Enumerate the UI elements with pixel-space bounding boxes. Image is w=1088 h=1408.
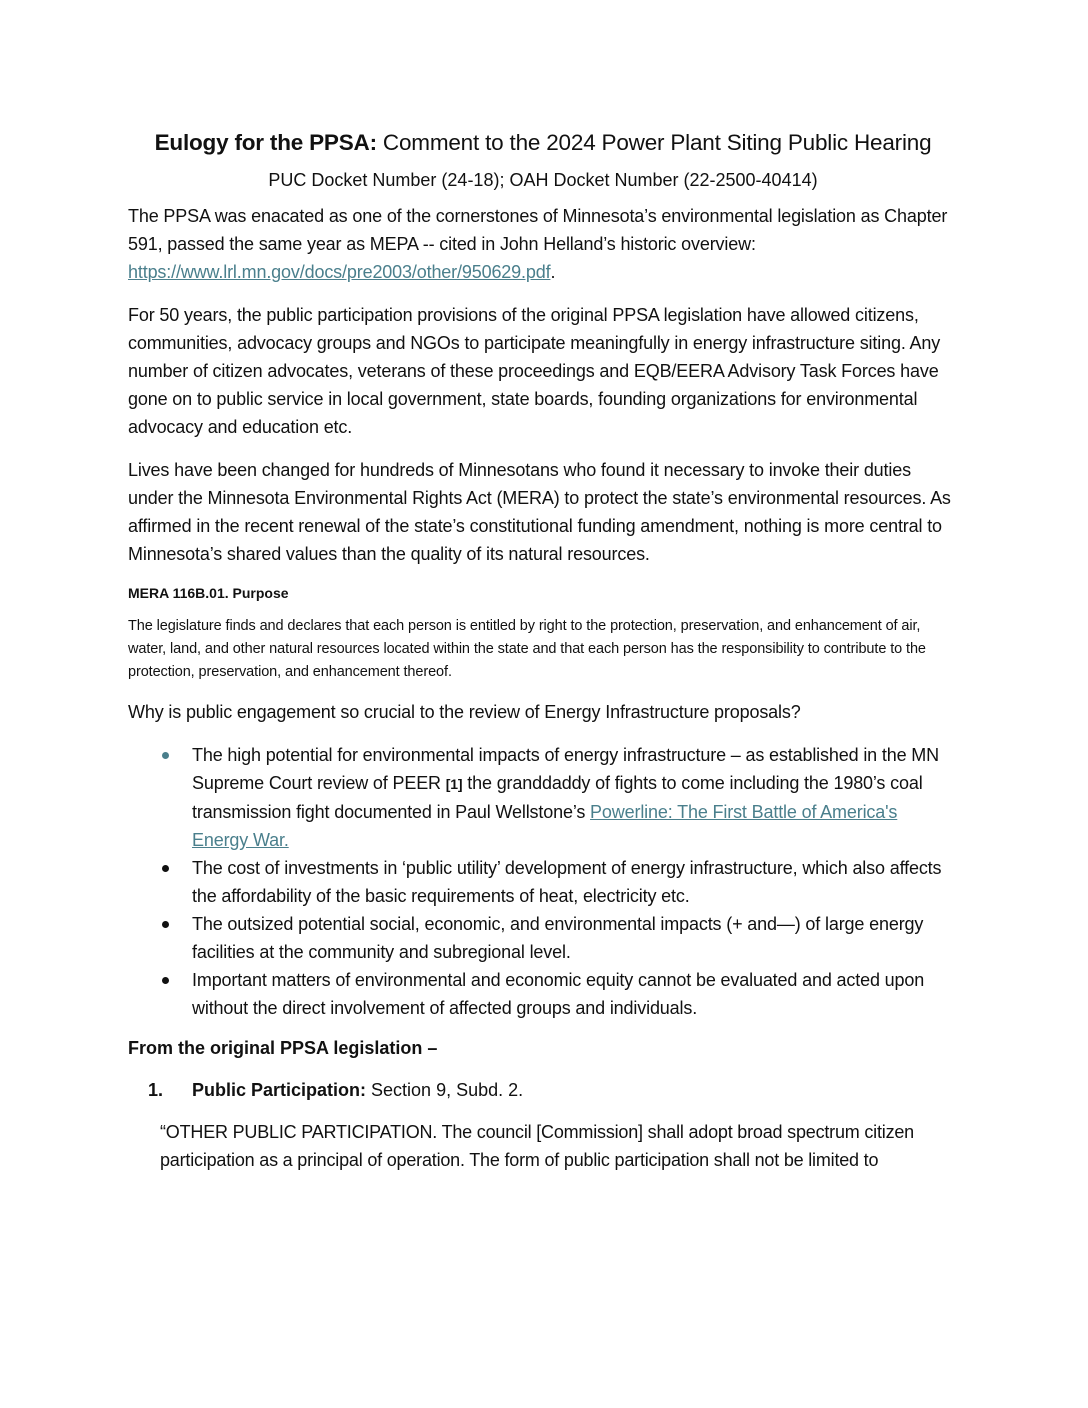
title-rest: Comment to the 2024 Power Plant Siting Public Hearing [376, 130, 932, 155]
numbered-item [128, 1076, 958, 1104]
item-number: 1. [148, 1080, 164, 1100]
document-page [128, 126, 958, 1174]
list-item [128, 966, 958, 1022]
docket-numbers: PUC Docket Number (24-18); OAH Docket Number (22-2500-40414) [268, 170, 818, 190]
mera-purpose-text: The legislature finds and declares that each person is entitled by right to the protection, preservation, and enhancement of air, water, land, and other natural resources located within the state and that each person has the responsibility to contribute to the protection, preservation, and enhancement thereof. [128, 618, 926, 680]
legislation-quote: “OTHER PUBLIC PARTICIPATION. The council [Commission] shall adopt broad spectrum citizen participation as a principal of operation. The form of public participation shall not be limited to [160, 1122, 914, 1170]
lives-changed-paragraph: Lives have been changed for hundreds of Minnesotans who found it necessary to invoke their duties under the Minnesota Environmental Rights Act (MERA) to protect the state’s environmental resources. As affirmed in the recent renewal of the state’s constitutional funding amendment, nothing is more central to Minnesota’s shared values than the quality of its natural resources. [128, 460, 951, 564]
bullet-icon [162, 977, 169, 984]
bullet-icon [162, 921, 169, 928]
bullet-text-cont: the granddaddy of fights to come including the 1980’s coal transmission fight documented in Paul Wellstone’s [192, 773, 923, 822]
mera-heading: MERA 116B.01. Purpose [128, 585, 289, 601]
footnote-ref[interactable]: [1] [445, 776, 463, 792]
title-bold: Eulogy for the PPSA: [154, 130, 377, 155]
document-title [128, 126, 958, 160]
bullet-icon [162, 752, 169, 759]
intro-paragraph [128, 202, 958, 286]
powerline-book-link[interactable]: Powerline: The First Battle of America's Energy War. [192, 802, 898, 850]
bullet-icon [162, 865, 169, 872]
reasons-list [128, 741, 958, 1022]
lrl-overview-link[interactable]: https://www.lrl.mn.gov/docs/pre2003/other/950629.pdf [128, 262, 551, 282]
bullet-text: The outsized potential social, economic, and environmental impacts (+ and—) of large energy facilities at the community and subregional level. [192, 914, 924, 962]
bullet-text: Important matters of environmental and economic equity cannot be evaluated and acted upon without the direct involvement of affected groups and individuals. [192, 970, 925, 1018]
list-item [128, 910, 958, 966]
intro-end: . [550, 262, 556, 282]
list-item [128, 854, 958, 910]
bullet-text: The cost of investments in ‘public utility’ development of energy infrastructure, which also affects the affordability of the basic requirements of heat, electricity etc. [192, 858, 942, 906]
engagement-question: Why is public engagement so crucial to the review of Energy Infrastructure proposals? [128, 702, 801, 722]
item-text: Section 9, Subd. 2. [366, 1080, 524, 1100]
intro-text: The PPSA was enacated as one of the cornerstones of Minnesota’s environmental legislation as Chapter 591, passed the same year as MEPA -- cited in John Helland’s historic overview: [128, 206, 948, 254]
list-item [128, 741, 958, 854]
item-label: Public Participation: [192, 1080, 367, 1100]
fifty-years-paragraph: For 50 years, the public participation provisions of the original PPSA legislation have allowed citizens, communities, advocacy groups and NGOs to participate meaningfully in energy infrastructure siting. Any number of citizen advocates, veterans of these proceedings and EQB/EERA Advisory Task Forces have gone on to public service in local government, state boards, founding organizations for environmental advocacy and education etc. [128, 305, 941, 437]
section-heading: From the original PPSA legislation – [128, 1038, 438, 1058]
bullet-text: The high potential for environmental impacts of energy infrastructure – as established in the MN Supreme Court review of PEER [192, 745, 939, 793]
